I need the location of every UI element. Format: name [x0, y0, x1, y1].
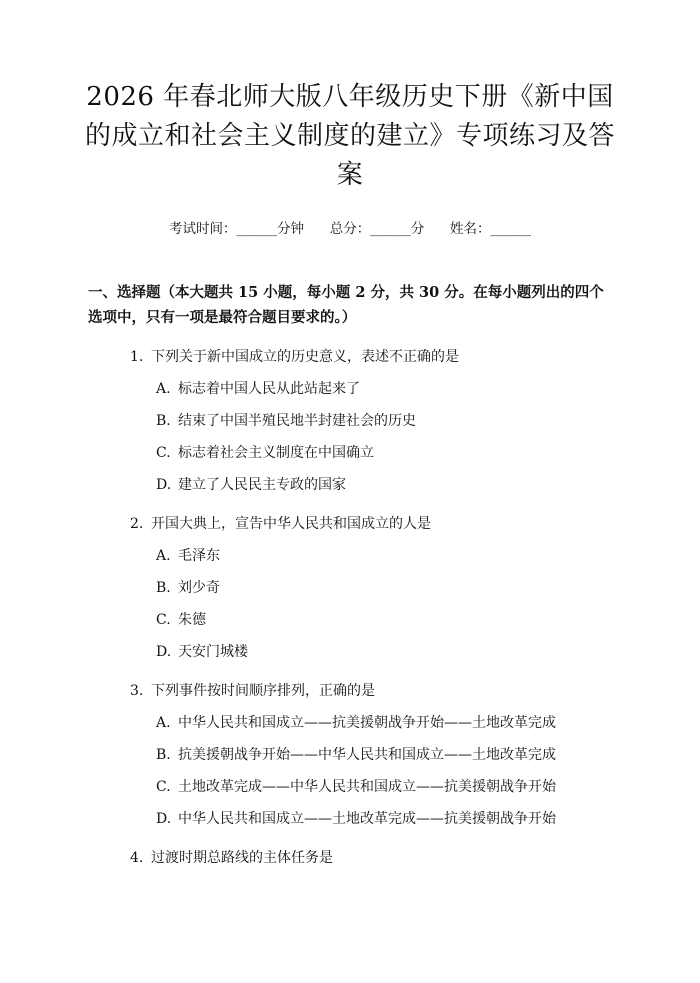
option	[92, 475, 608, 495]
question	[92, 848, 608, 868]
option-letter: D.	[156, 644, 172, 660]
option-text: 标志着中国人民从此站起来了	[178, 381, 360, 397]
option-letter: D.	[156, 811, 172, 827]
option-text: 中华人民共和国成立——抗美援朝战争开始——土地改革完成	[178, 715, 556, 731]
option-letter: B.	[156, 747, 171, 763]
question-number: 1.	[130, 349, 144, 365]
option	[92, 546, 608, 566]
option-text: 刘少奇	[178, 580, 220, 596]
option-letter: C.	[156, 445, 171, 461]
question	[92, 514, 608, 534]
question	[92, 347, 608, 367]
question-number: 2.	[130, 516, 144, 532]
option-letter: A.	[156, 381, 171, 397]
question-text: 开国大典上，宣告中华人民共和国成立的人是	[151, 516, 431, 532]
option-letter: B.	[156, 413, 171, 429]
document-title: 2026 年春北师大版八年级历史下册《新中国的成立和社会主义制度的建立》专项练习及答案	[84, 82, 615, 190]
option	[92, 379, 608, 399]
option-text: 建立了人民民主专政的国家	[178, 477, 346, 493]
option-text: 土地改革完成——中华人民共和国成立——抗美援朝战争开始	[178, 779, 556, 795]
option	[92, 777, 608, 797]
option	[92, 610, 608, 630]
option	[92, 443, 608, 463]
option-text: 天安门城楼	[178, 644, 248, 660]
option-letter: B.	[156, 580, 171, 596]
option-letter: C.	[156, 779, 171, 795]
question-number: 4.	[130, 850, 144, 866]
question-text: 下列事件按时间顺序排列，正确的是	[151, 683, 375, 699]
option-text: 毛泽东	[178, 548, 220, 564]
option	[92, 642, 608, 662]
question-number: 3.	[130, 683, 144, 699]
section-heading: 一、选择题（本大题共 15 小题，每小题 2 分，共 30 分。在每小题列出的四个选项中，只有一项是最符合题目要求的。）	[88, 284, 604, 326]
exam-meta-line: 考试时间：______分钟 总分：______分 姓名：______	[169, 221, 531, 237]
question-text: 下列关于新中国成立的历史意义，表述不正确的是	[151, 349, 459, 365]
option-text: 中华人民共和国成立——土地改革完成——抗美援朝战争开始	[178, 811, 556, 827]
option-letter: A.	[156, 548, 171, 564]
option-text: 结束了中国半殖民地半封建社会的历史	[178, 413, 416, 429]
question-text: 过渡时期总路线的主体任务是	[151, 850, 333, 866]
option	[92, 411, 608, 431]
option-text: 朱德	[178, 612, 206, 628]
question-list	[92, 347, 608, 868]
option-letter: A.	[156, 715, 171, 731]
option-text: 标志着社会主义制度在中国确立	[178, 445, 374, 461]
option	[92, 713, 608, 733]
option-letter: D.	[156, 477, 172, 493]
question	[92, 681, 608, 701]
option-text: 抗美援朝战争开始——中华人民共和国成立——土地改革完成	[178, 747, 556, 763]
option-letter: C.	[156, 612, 171, 628]
document-page	[0, 78, 700, 983]
option	[92, 578, 608, 598]
option	[92, 809, 608, 829]
option	[92, 745, 608, 765]
